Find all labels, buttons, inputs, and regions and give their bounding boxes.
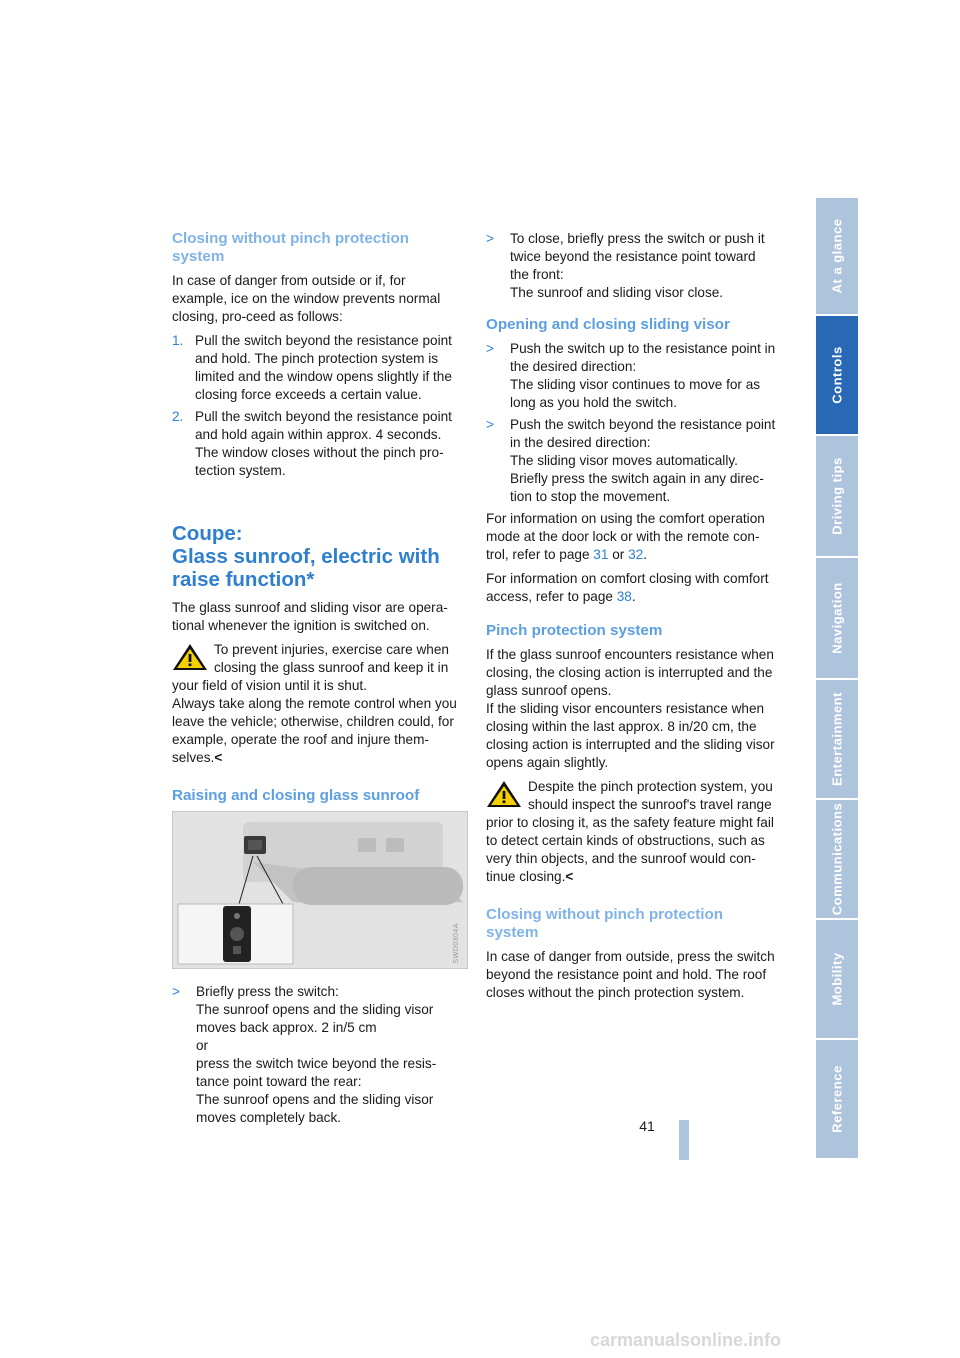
tab-mobility[interactable]	[816, 920, 858, 1040]
bullet-marker: >	[486, 231, 494, 246]
step-number: 2.	[172, 409, 184, 424]
tab-driving-tips[interactable]	[816, 436, 858, 558]
paragraph-pinch-2: If the sliding visor encounters resistance when closing within the last approx. 8 in/20 cm, the closing action is interrupted and the sliding visor opens again slightly.	[486, 701, 775, 770]
tab-label: Controls	[829, 346, 845, 404]
bullet-line: Briefly press the switch:	[196, 984, 339, 999]
bullet-line: The sunroof opens and the sliding visor moves completely back.	[196, 1092, 434, 1125]
paragraph-without-pinch: In case of danger from outside, press the switch beyond the resistance point and hold. The roof closes without the pinch protection system.	[486, 949, 775, 1000]
section-title-line-3: raise function*	[172, 568, 315, 591]
end-mark: <	[565, 869, 574, 884]
tab-entertainment[interactable]	[816, 680, 858, 800]
tab-label: Reference	[829, 1065, 845, 1133]
right-column	[486, 230, 778, 1008]
bullet-marker: >	[172, 984, 180, 999]
heading-raising-closing: Raising and closing glass sunroof	[172, 787, 420, 804]
bullet-line: Push the switch beyond the resistance point in the desired direction:	[510, 417, 776, 450]
bullet-line: The sliding visor moves automatically.	[510, 453, 738, 468]
photo-code: SWD0304A	[453, 923, 460, 964]
page-link-38[interactable]: 38	[616, 589, 632, 604]
bullet-line: Briefly press the switch again in any direc-tion to stop the movement.	[510, 471, 764, 504]
step-text: Pull the switch beyond the resistance point and hold. The pinch protection system is limited and the window opens slightly if the closing force exceeds a certain value.	[195, 333, 452, 402]
section-title	[172, 522, 464, 591]
step-text: Pull the switch beyond the resistance point and hold again within approx. 4 seconds. The window closes without the pinch pro-tection system.	[195, 409, 452, 478]
tab-label: Navigation	[829, 582, 845, 654]
tab-label: Entertainment	[829, 692, 845, 786]
bullet-text	[510, 230, 778, 302]
warning-icon	[486, 780, 522, 808]
tab-reference[interactable]	[816, 1040, 858, 1160]
end-mark: <	[214, 750, 223, 765]
heading-closing-without-pinch-2: Closing without pinch protection system	[486, 906, 724, 941]
comfort-text: For information on using the comfort operation mode at the door lock or with the remote con-trol, refer to page	[486, 511, 765, 562]
bullet-line: To close, briefly press the switch or push it twice beyond the resistance point toward the front:	[510, 231, 765, 282]
or-text: or	[608, 547, 629, 562]
tab-communications[interactable]	[816, 800, 858, 920]
paragraph-pinch-1: If the glass sunroof encounters resistance when closing, the closing action is interrupted and the glass sunroof opens.	[486, 647, 774, 698]
bullet-text	[510, 340, 778, 412]
bullet-line: press the switch twice beyond the resis-tance point toward the rear:	[196, 1056, 437, 1089]
paragraph-closing-intro: In case of danger from outside or if, for example, ice on the window prevents normal closing, pro-ceed as follows:	[172, 273, 441, 324]
chapter-sidebar	[816, 198, 858, 1160]
bullet-item	[486, 416, 778, 506]
heading-closing-without-pinch: Closing without pinch protection system	[172, 230, 410, 265]
bullet-text	[510, 416, 778, 506]
warning-text-2: Always take along the remote control when you leave the vehicle; otherwise, children could, for example, operate the roof and injure them-selves.	[172, 696, 457, 765]
bullet-line: The sunroof opens and the sliding visor moves back approx. 2 in/5 cm	[196, 1002, 434, 1035]
paragraph-intro: The glass sunroof and sliding visor are opera-tional whenever the ignition is switched on.	[172, 600, 448, 633]
bullet-marker: >	[486, 341, 494, 356]
warning-text: To prevent injuries, exercise care when closing the glass sunroof and keep it in your field of vision until it is shut.	[172, 642, 449, 693]
warning-box	[172, 641, 464, 767]
step-2	[172, 408, 464, 480]
bullet-item	[486, 340, 778, 412]
paragraph-comfort: For information on using the comfort operation mode at the door lock or with the remote con-trol, refer to page 31 or 32.	[486, 511, 765, 562]
heading-pinch-protection: Pinch protection system	[486, 622, 663, 639]
tab-label: At a glance	[829, 218, 845, 294]
bullet-marker: >	[486, 417, 494, 432]
sunroof-switch-photo	[172, 811, 468, 969]
section-title-line-1: Coupe:	[172, 522, 243, 545]
bullet-item	[172, 983, 464, 1127]
watermark: carmanualsonline.info	[590, 1330, 782, 1350]
paragraph-comfort-access: For information on comfort closing with comfort access, refer to page 38.	[486, 571, 769, 604]
warning-icon	[172, 643, 208, 671]
access-text: For information on comfort closing with comfort access, refer to page	[486, 571, 769, 604]
page-link-32[interactable]: 32	[628, 547, 644, 562]
heading-sliding-visor: Opening and closing sliding visor	[486, 316, 730, 333]
tab-label: Driving tips	[829, 457, 845, 535]
headliner-illustration	[173, 812, 467, 968]
tab-navigation[interactable]	[816, 558, 858, 680]
bullet-text	[196, 983, 464, 1127]
warning-text: Despite the pinch protection system, you should inspect the sunroof's travel range prior to closing it, as the safety feature might fail to detect certain kinds of obstructions, such as very thin objects, and the sunroof would con-tinue closing.	[486, 779, 774, 884]
step-number: 1.	[172, 333, 184, 348]
bullet-line: Push the switch up to the resistance point in the desired direction:	[510, 341, 776, 374]
bullet-line: The sliding visor continues to move for as long as you hold the switch.	[510, 377, 761, 410]
page-link-31[interactable]: 31	[593, 547, 609, 562]
step-1	[172, 332, 464, 404]
page-number-bar	[679, 1120, 689, 1160]
section-title-line-2: Glass sunroof, electric with	[172, 545, 440, 568]
warning-box	[486, 778, 778, 886]
bullet-item	[486, 230, 778, 302]
left-column	[172, 230, 464, 1131]
tab-at-a-glance[interactable]	[816, 198, 858, 316]
page-number: 41	[639, 1118, 655, 1134]
bullet-line: The sunroof and sliding visor close.	[510, 285, 724, 300]
tab-label: Communications	[829, 802, 845, 916]
bullet-line: or	[196, 1038, 209, 1053]
tab-controls[interactable]	[816, 316, 858, 436]
tab-label: Mobility	[829, 952, 845, 1006]
